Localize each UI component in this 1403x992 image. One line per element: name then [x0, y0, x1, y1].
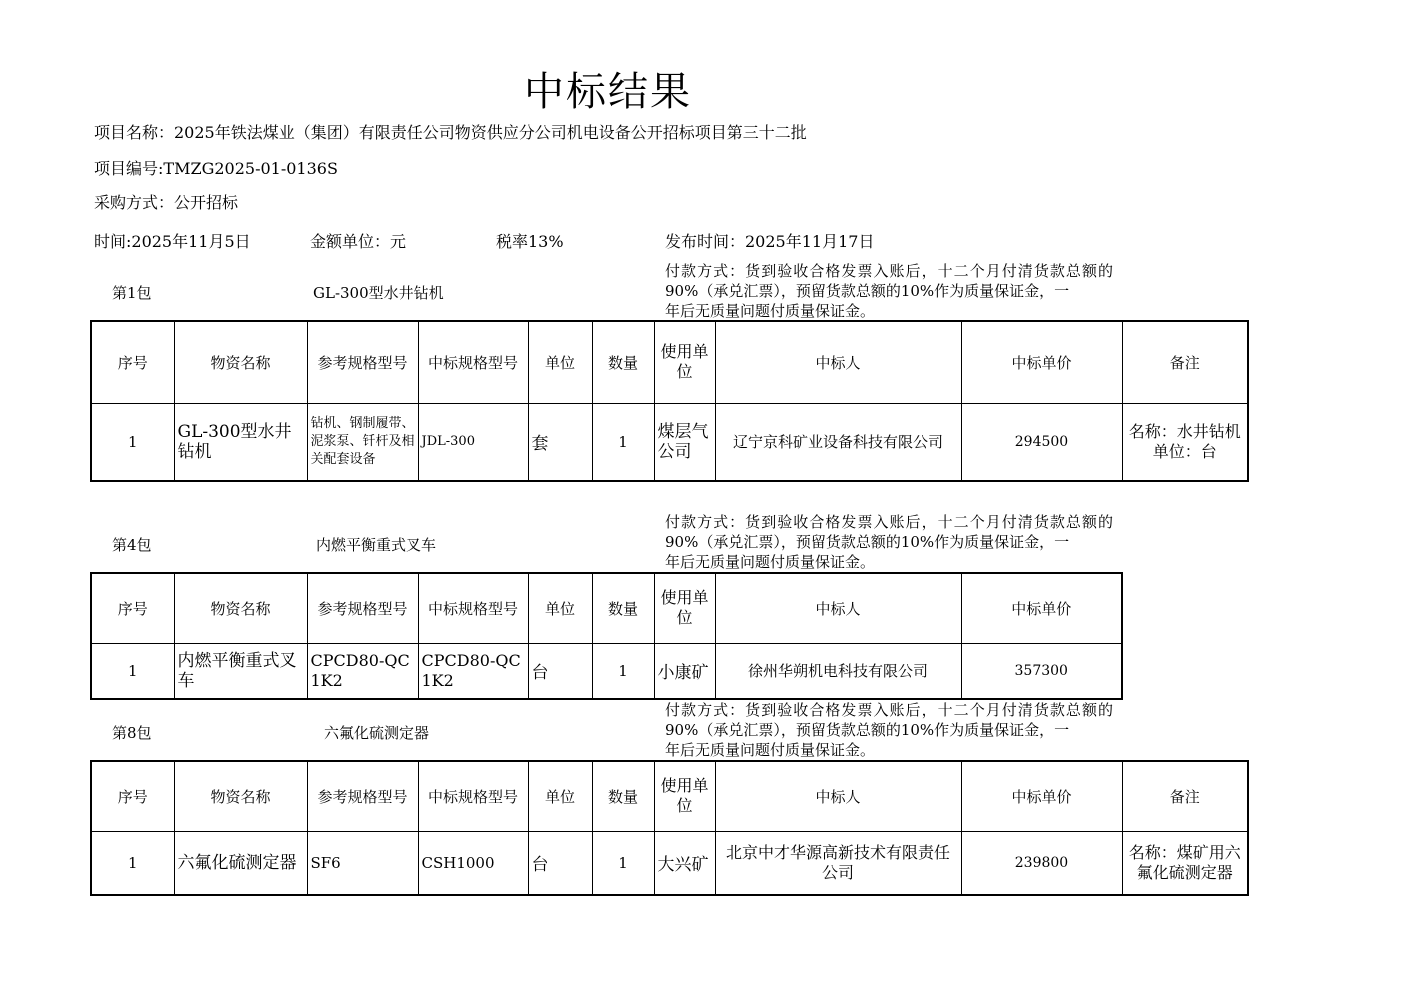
project-name: 项目名称：2025年铁法煤业（集团）有限责任公司物资供应分公司机电设备公开招标项目第三十二批 — [94, 123, 807, 142]
cell-ref-spec: SF6 — [307, 831, 418, 895]
cell-price: 357300 — [961, 643, 1122, 699]
cell-seq: 1 — [91, 403, 174, 481]
cell-unit: 台 — [528, 643, 592, 699]
cell-name: GL-300型水井钻机 — [174, 403, 307, 481]
header-price: 中标单价 — [961, 761, 1122, 831]
cell-qty: 1 — [592, 643, 654, 699]
payment-terms-main: 付款方式：货到验收合格发票入账后，十二个月付清货款总额的90%（承兑汇票），预留货款总额的10%作为质量保证金，一 — [665, 262, 1113, 300]
table-header-row — [91, 761, 1248, 831]
package-product: 内燃平衡重式叉车 — [316, 536, 437, 554]
cell-ref-spec: 钻机、钢制履带、泥浆泵、钎杆及相关配套设备 — [307, 403, 418, 481]
amount-unit: 金额单位：元 — [310, 232, 407, 251]
cell-qty: 1 — [592, 403, 654, 481]
cell-price: 239800 — [961, 831, 1122, 895]
table-header-row — [91, 321, 1248, 403]
header-ref-spec: 参考规格型号 — [307, 761, 418, 831]
tax-rate: 税率13% — [496, 232, 564, 251]
package-product: GL-300型水井钻机 — [313, 284, 444, 302]
cell-name: 六氟化硫测定器 — [174, 831, 307, 895]
cell-bid-spec: CPCD80-QC1K2 — [418, 643, 528, 699]
header-unit: 单位 — [528, 573, 592, 643]
package-product: 六氟化硫测定器 — [324, 724, 430, 742]
cell-winner: 徐州华朔机电科技有限公司 — [715, 643, 961, 699]
header-price: 中标单价 — [961, 573, 1122, 643]
payment-terms — [665, 261, 1113, 321]
header-qty: 数量 — [592, 573, 654, 643]
cell-bid-spec: JDL-300 — [418, 403, 528, 481]
cell-name: 内燃平衡重式叉车 — [174, 643, 307, 699]
header-winner: 中标人 — [715, 573, 961, 643]
header-qty: 数量 — [592, 761, 654, 831]
payment-terms — [665, 512, 1113, 572]
payment-terms-main: 付款方式：货到验收合格发票入账后，十二个月付清货款总额的90%（承兑汇票），预留货款总额的10%作为质量保证金，一 — [665, 513, 1113, 551]
purchase-method: 采购方式：公开招标 — [94, 193, 239, 212]
page-title: 中标结果 — [524, 69, 692, 115]
table-header-row — [91, 573, 1122, 643]
payment-terms-tail: 年后无质量问题付质量保证金。 — [665, 553, 876, 571]
header-bid-spec: 中标规格型号 — [418, 321, 528, 403]
cell-seq: 1 — [91, 643, 174, 699]
header-ref-spec: 参考规格型号 — [307, 321, 418, 403]
header-remark: 备注 — [1122, 761, 1248, 831]
header-qty: 数量 — [592, 321, 654, 403]
header-name: 物资名称 — [174, 761, 307, 831]
cell-ref-spec: CPCD80-QC1K2 — [307, 643, 418, 699]
table-row — [91, 643, 1122, 699]
header-name: 物资名称 — [174, 573, 307, 643]
header-winner: 中标人 — [715, 321, 961, 403]
payment-terms — [665, 700, 1113, 760]
header-remark: 备注 — [1122, 321, 1248, 403]
cell-user-unit: 大兴矿 — [654, 831, 715, 895]
header-price: 中标单价 — [961, 321, 1122, 403]
result-table-1 — [90, 320, 1249, 482]
project-code: 项目编号:TMZG2025-01-0136S — [94, 159, 338, 178]
cell-unit: 台 — [528, 831, 592, 895]
header-unit: 单位 — [528, 321, 592, 403]
header-bid-spec: 中标规格型号 — [418, 761, 528, 831]
cell-user-unit: 小康矿 — [654, 643, 715, 699]
header-user-unit: 使用单位 — [654, 573, 715, 643]
payment-terms-tail: 年后无质量问题付质量保证金。 — [665, 741, 876, 759]
header-user-unit: 使用单位 — [654, 761, 715, 831]
cell-seq: 1 — [91, 831, 174, 895]
result-table-4 — [90, 572, 1123, 700]
publish-time: 发布时间：2025年11月17日 — [665, 232, 875, 251]
package-label: 第8包 — [112, 724, 152, 742]
header-seq: 序号 — [91, 321, 174, 403]
cell-qty: 1 — [592, 831, 654, 895]
cell-remark: 名称：水井钻机单位：台 — [1122, 403, 1248, 481]
header-winner: 中标人 — [715, 761, 961, 831]
cell-winner: 北京中才华源高新技术有限责任公司 — [715, 831, 961, 895]
header-name: 物资名称 — [174, 321, 307, 403]
payment-terms-main: 付款方式：货到验收合格发票入账后，十二个月付清货款总额的90%（承兑汇票），预留货款总额的10%作为质量保证金，一 — [665, 701, 1113, 739]
cell-bid-spec: CSH1000 — [418, 831, 528, 895]
cell-remark: 名称：煤矿用六氟化硫测定器 — [1122, 831, 1248, 895]
package-label: 第1包 — [112, 284, 152, 302]
cell-price: 294500 — [961, 403, 1122, 481]
cell-winner: 辽宁京科矿业设备科技有限公司 — [715, 403, 961, 481]
result-table-8 — [90, 760, 1249, 896]
table-row — [91, 831, 1248, 895]
cell-user-unit: 煤层气公司 — [654, 403, 715, 481]
header-unit: 单位 — [528, 761, 592, 831]
table-row — [91, 403, 1248, 481]
cell-unit: 套 — [528, 403, 592, 481]
header-user-unit: 使用单位 — [654, 321, 715, 403]
header-ref-spec: 参考规格型号 — [307, 573, 418, 643]
header-seq: 序号 — [91, 573, 174, 643]
bid-date: 时间:2025年11月5日 — [94, 232, 251, 251]
header-seq: 序号 — [91, 761, 174, 831]
header-bid-spec: 中标规格型号 — [418, 573, 528, 643]
payment-terms-tail: 年后无质量问题付质量保证金。 — [665, 302, 876, 320]
package-label: 第4包 — [112, 536, 152, 554]
